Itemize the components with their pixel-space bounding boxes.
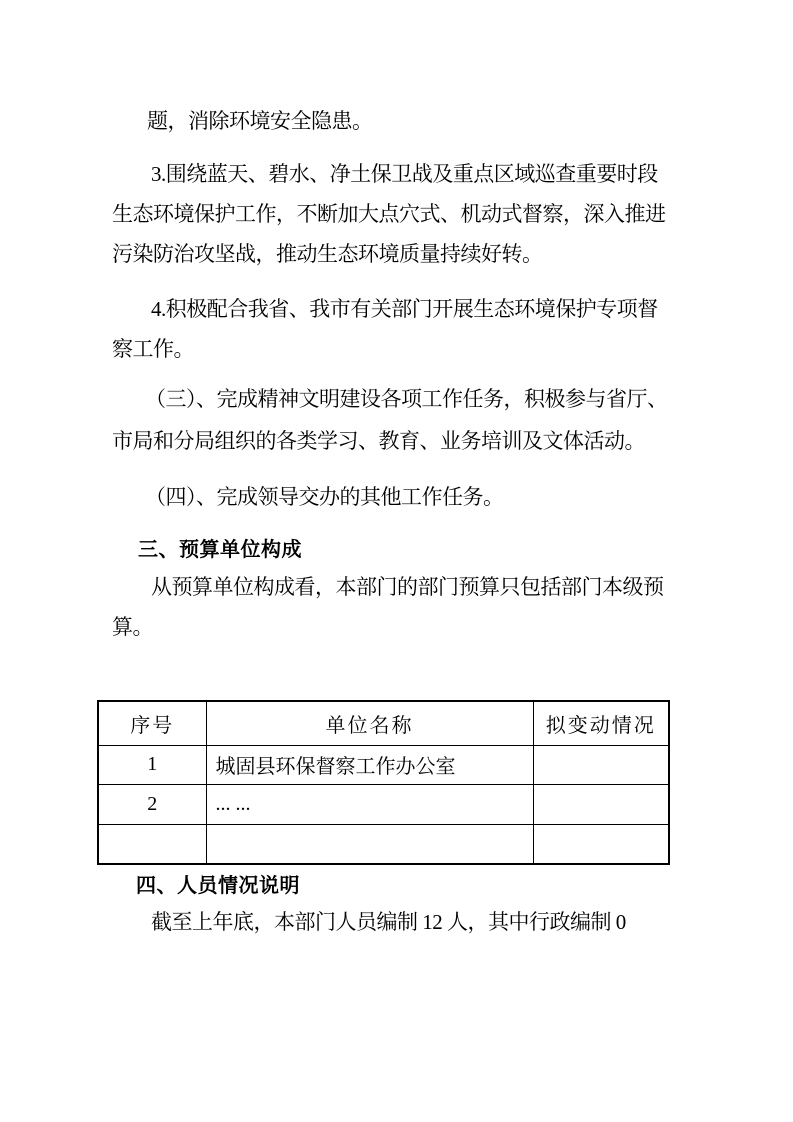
table-cell-no: 2 (98, 784, 206, 824)
table-cell-change (533, 784, 669, 824)
table-header-cell-change: 拟变动情况 (533, 701, 669, 745)
body-line-budget-intro-1: 从预算单位构成看，本部门的部门预算只包括部门本级预 (151, 575, 664, 599)
table-header-cell-no: 序号 (98, 701, 206, 745)
body-line-item4-2: 察工作。 (112, 337, 194, 361)
budget-units-table (97, 700, 670, 865)
body-line-budget-intro-2: 算。 (112, 615, 153, 639)
body-line-item-three-2: 市局和分局组织的各类学习、教育、业务培训及文体活动。 (112, 429, 645, 453)
table-cell-unit-name (206, 824, 533, 864)
table-row (98, 784, 669, 824)
body-line-item3-1: 3.围绕蓝天、碧水、净土保卫战及重点区域巡查重要时段 (151, 162, 658, 186)
table-cell-change (533, 824, 669, 864)
table-cell-unit-name: 城固县环保督察工作办公室 (206, 745, 533, 784)
body-line-item-four-1: （四）、完成领导交办的其他工作任务。 (145, 485, 504, 509)
table-cell-no: 1 (98, 745, 206, 784)
table-row (98, 745, 669, 784)
body-line-item3-3: 污染防治攻坚战，推动生态环境质量持续好转。 (112, 242, 543, 266)
table-cell-change (533, 745, 669, 784)
body-line-personnel-intro-1: 截至上年底，本部门人员编制 12 人，其中行政编制 0 (151, 910, 626, 934)
table-cell-unit-name: ... ... (206, 784, 533, 824)
table-cell-no (98, 824, 206, 864)
body-line-item-three-1: （三）、完成精神文明建设各项工作任务，积极参与省厅、 (145, 387, 668, 411)
body-line-item4-1: 4.积极配合我省、我市有关部门开展生态环境保护专项督 (151, 297, 658, 321)
body-line-item3-2: 生态环境保护工作，不断加大点穴式、机动式督察，深入推进 (112, 202, 666, 226)
table-header-row (98, 701, 669, 745)
section-heading-budget-units: 三、预算单位构成 (138, 539, 302, 561)
table-header-cell-unit-name: 单位名称 (206, 701, 533, 745)
table-row (98, 824, 669, 864)
section-heading-personnel: 四、人员情况说明 (136, 875, 300, 897)
body-line-overflow: 题，消除环境安全隐患。 (147, 109, 373, 133)
